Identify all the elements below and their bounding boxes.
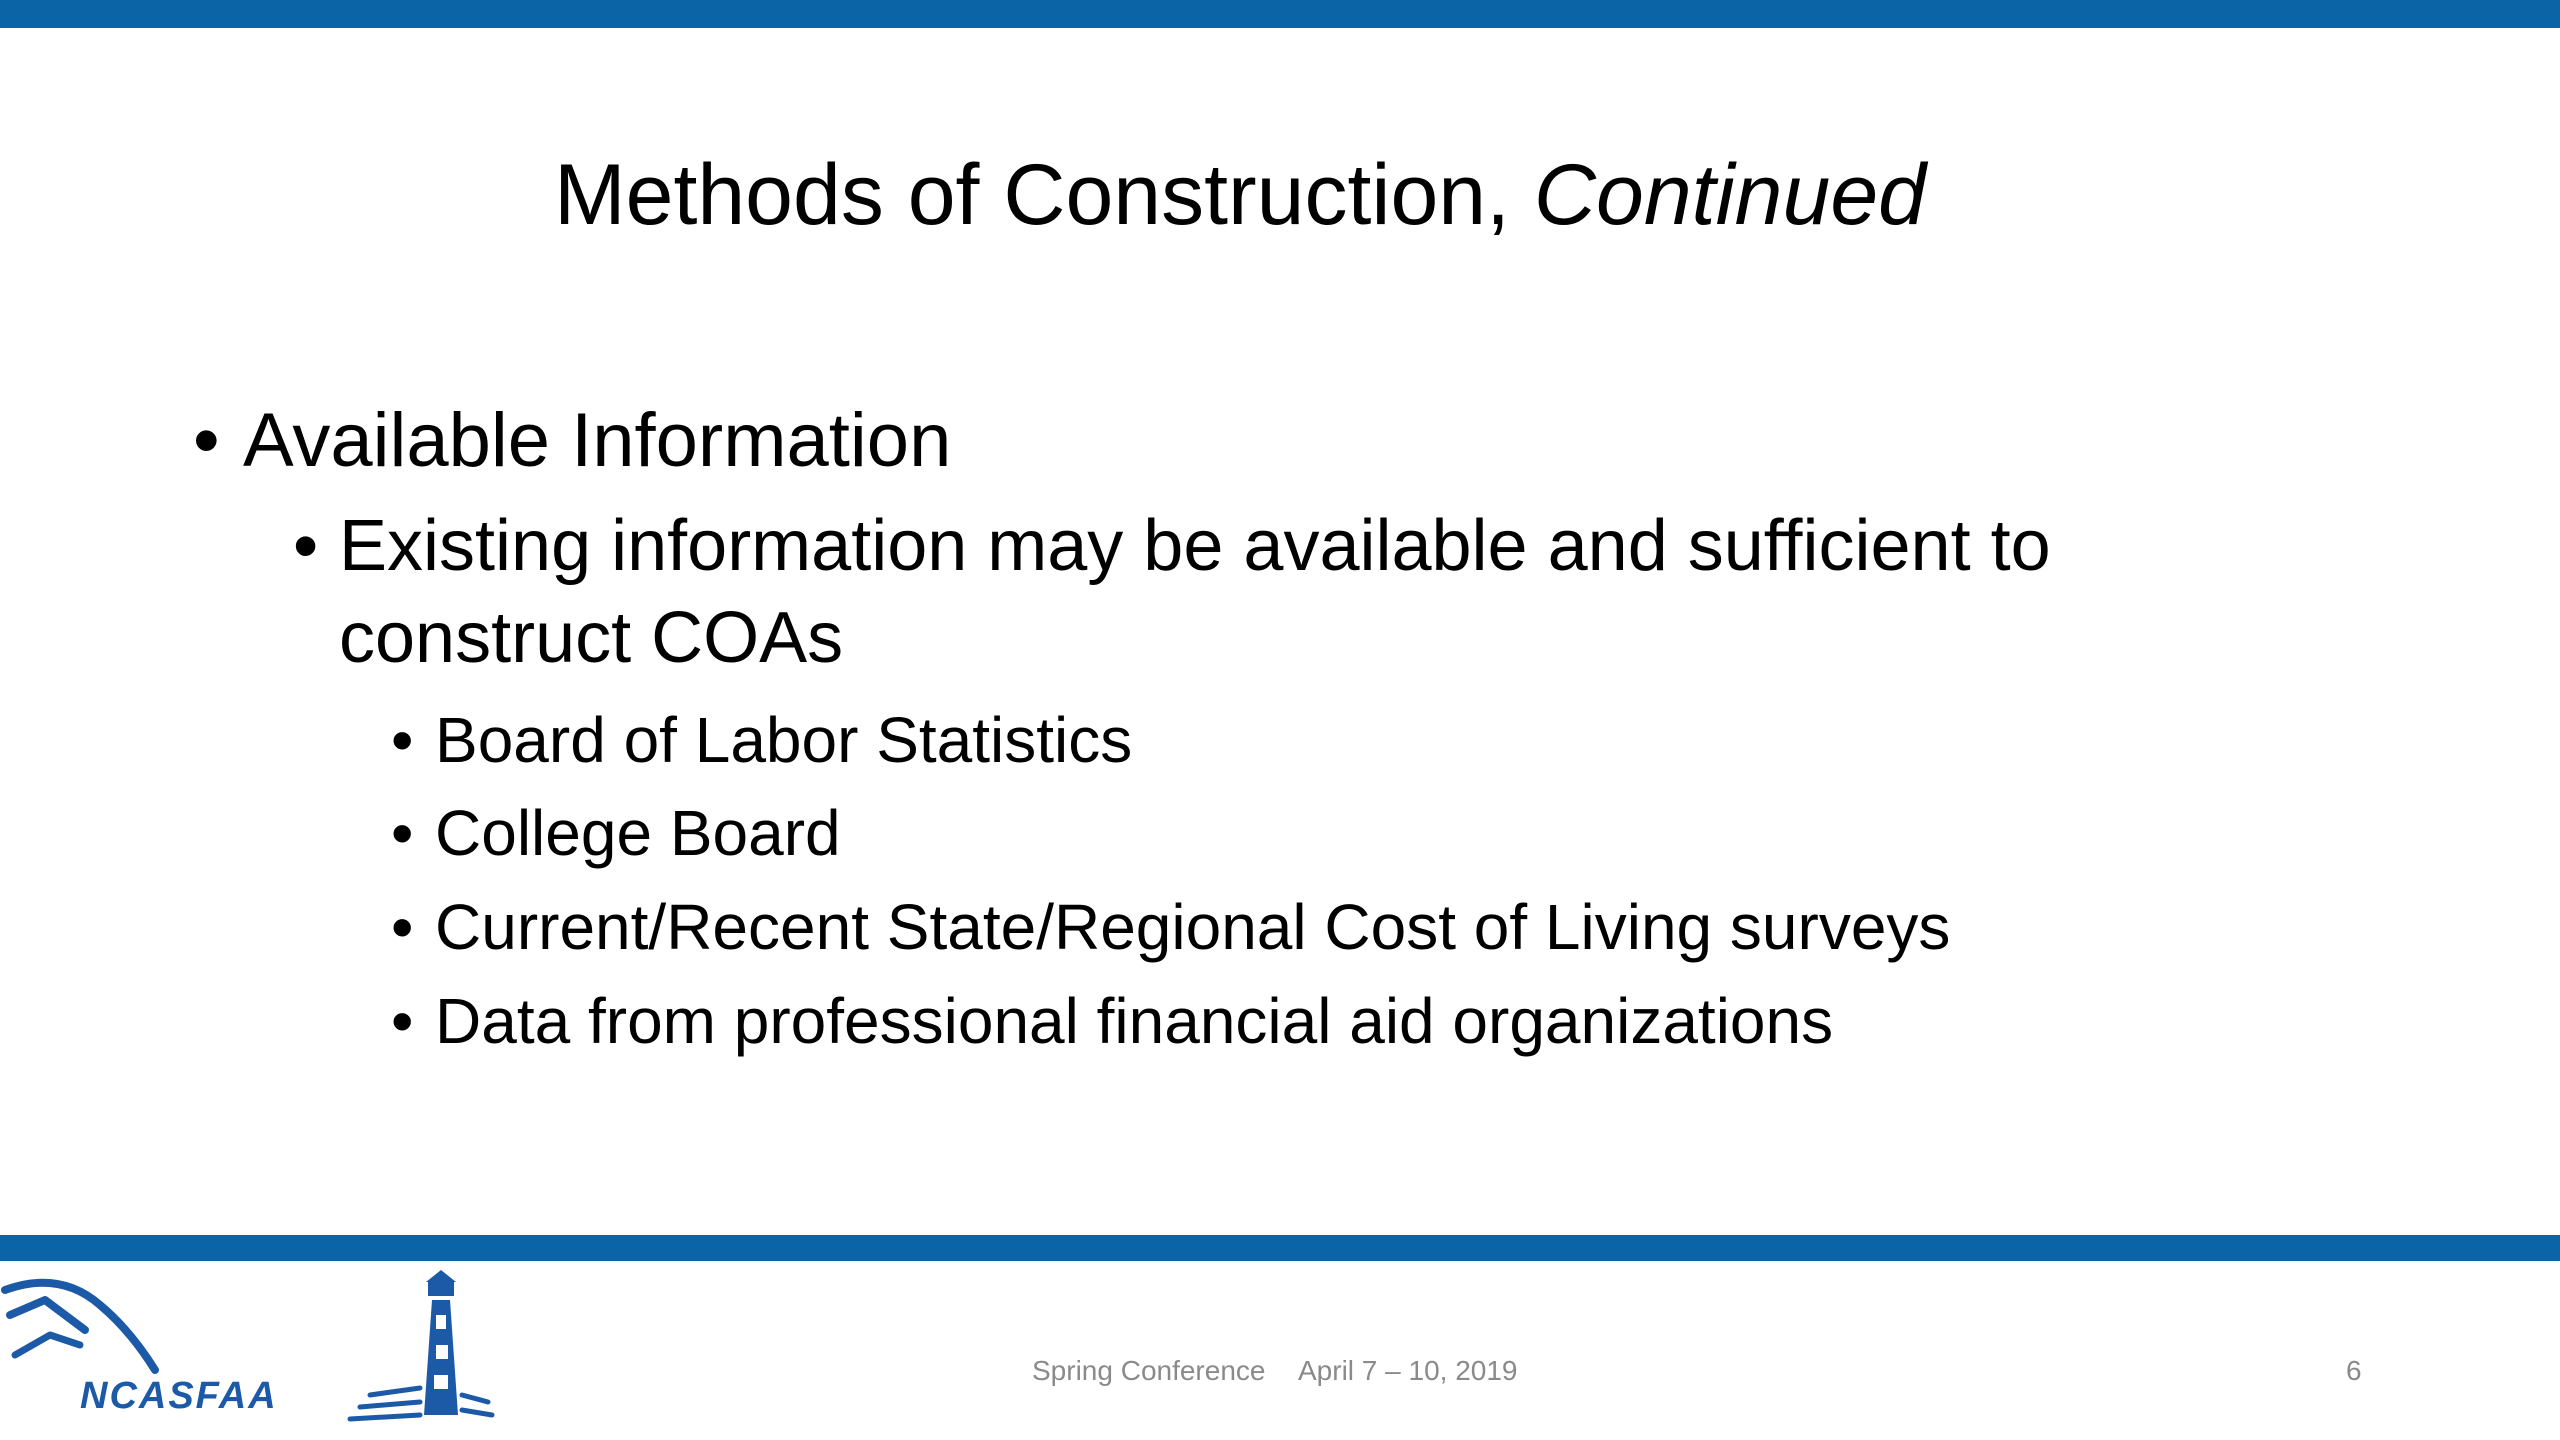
bullet-level1-text: Available Information [243,398,952,483]
bullet-dot-icon: • [391,891,414,963]
footer-dates: April 7 – 10, 2019 [1298,1355,1518,1386]
bullet-level3-text: Data from professional financial aid organizations [435,985,1834,1057]
bullet-level3-item [391,700,1133,780]
bullet-level3-item [391,793,841,873]
bullet-level2-line2: construct COAs [339,598,844,678]
bullet-level3-item [391,887,1951,967]
bullet-level3-text: Current/Recent State/Regional Cost of Living surveys [435,891,1951,963]
footer-conference: Spring Conference [1032,1355,1266,1386]
bullet-dot-icon: • [391,985,414,1057]
bullet-level3-item [391,981,1834,1061]
slide-page-number: 6 [2346,1355,2362,1386]
bullet-dot-icon: • [391,704,414,776]
bullet-level2-line1: Existing information may be available and sufficient to [339,506,2051,586]
title-main: Methods of Construction, [553,147,1534,243]
bullet-level3-text: College Board [435,797,841,869]
bullet-dot-icon: • [193,398,220,483]
bullet-dot-icon: • [391,797,414,869]
title-emphasis: Continued [1533,147,1927,243]
bullet-dot-icon: • [293,506,319,586]
bullet-level3-text: Board of Labor Statistics [435,704,1133,776]
bullet-level2 [293,500,2051,684]
bottom-accent-bar [0,1235,2560,1261]
bullet-level1 [193,396,952,486]
logo-wordmark: NCASFAA [80,1375,278,1417]
